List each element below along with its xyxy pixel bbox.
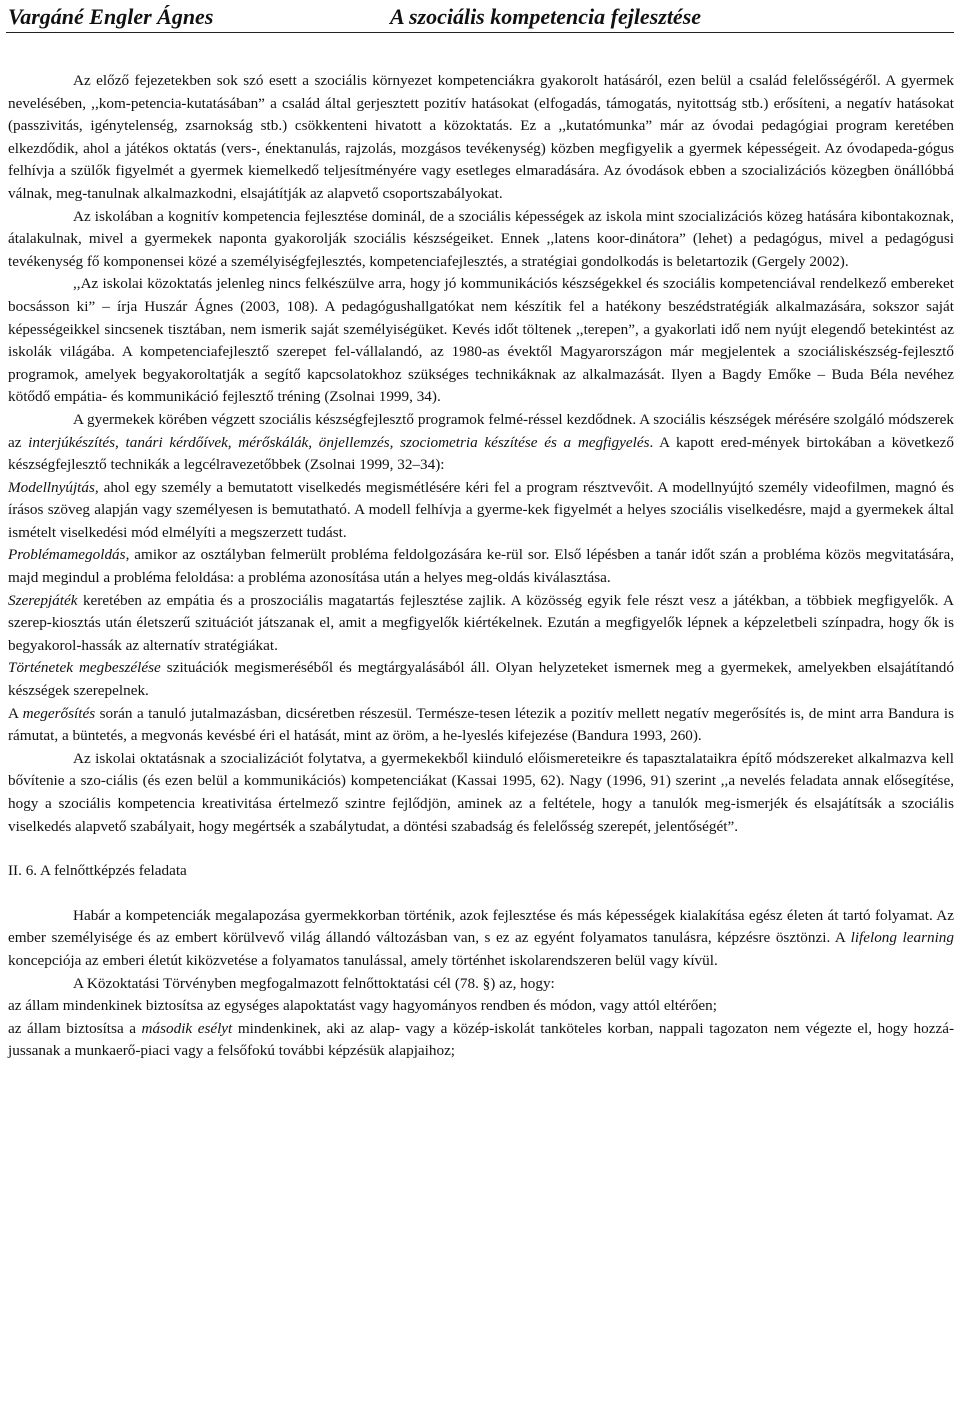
text-run: A [8, 704, 23, 722]
italic-term: Modellnyújtás [8, 478, 95, 496]
paragraph [8, 409, 954, 477]
paragraph: Az iskolai oktatásnak a szocializációt folytatva, a gyermekekből kiinduló előismereteikre és tapasztalataikra építő módszereket alkalmazva kell bővítenie a szo-ciális (és ezen belül a kommunikációs) kompetenciákat (Kassai 1995, 62). Nagy (1996, 91) szerint ,,a nevelés feladata annak elősegítése, hogy a szociális kompetencia kreativitása értelmező szintre fejlődjön, aminek az a feltétele, hogy a tanulók meg-ismerjék és elsajátítsák a szociális viselkedés alapvető szabályait, hogy megértsék a szabálytudat, a döntési szabadság és felelősség szerepét, jelentőségét”. [8, 749, 954, 835]
paragraph: Az iskolában a kognitív kompetencia fejlesztése dominál, de a szociális képességek az iskola mint szocializációs közeg hatására kibontakoznak, átalakulnak, mivel a gyermekek naponta gyakorolják szociális készségeiket. Ennek ,,latens koor-dinátora” (lehet) a pedagógus, mivel a pedagógusi tevékenység fő komponensei közé a személyiségfejlesztés, kompetenciafejlesztés, a stratégiai gondolkodás is beletartozik (Gergely 2002). [8, 207, 954, 270]
header-author: Vargáné Engler Ágnes [8, 4, 214, 29]
paragraph [8, 544, 954, 589]
paragraph [8, 1018, 954, 1063]
paragraph [8, 477, 954, 545]
italic-term: Történetek megbeszélése [8, 659, 161, 677]
text-run: keretében az empátia és a proszociális magatartás fejlesztése zajlik. A közösség egyik fele részt vesz a játékban, a többiek megfigyelők. A szerep-kiosztás után életszerű szituációt játszanak el, amit a megfigyelők kiértékelnek. Ezután a megfigyelők lépnek a képzeletbeli színpadra, hogy ők is begyakorol-hassák az alternatív stratégiákat. [8, 591, 954, 654]
text-run: mindenkinek, aki az alap- vagy a közép-iskolát tanköteles korban, nappali tagozaton nem végezte el, hogy hozzá-jussanak a munkaerő-piaci vagy a felsőfokú további képzésük alapjaihoz; [8, 1019, 955, 1060]
text-run: A gyermekek körében végzett szociális készségfejlesztő programok felmé-réssel kezdődnek. A szociális készségek mérésére szolgáló módszerek az [8, 410, 954, 451]
italic-term: Problémamegoldás [8, 546, 126, 564]
italic-term: lifelong learning [850, 929, 954, 947]
paragraph [8, 703, 954, 748]
header-title: A szociális kompetencia fejlesztése [390, 4, 702, 29]
paragraph [8, 657, 954, 702]
spacer [8, 883, 954, 905]
text-run: során a tanuló jutalmazásban, dicséretben részesül. Természe-tesen létezik a pozitív mellett negatív megerősítés is, de mint arra Bandura is rámutat, a büntetés, a megvonás kevésbé éri el hatását, mint az öröm, a he-lyeslés kifejezése (Bandura 1993, 260). [8, 704, 954, 745]
paragraph: Az előző fejezetekben sok szó esett a szociális környezet kompetenciákra gyakorolt hatásáról, ezen belül a család felelősségéről. A gyermek nevelésében, ,,kom-petencia-kutatásában” a család által gerjesztett pozitív hatásokat (elfogadás, támogatás, nyitottság stb.) erősíteni, a negatív hatásokat (passzivitás, igénytelenség, zsarnokság stb.) csökkenteni hivatott a közoktatás. Ez a ,,kutatómunka” már az óvodai pedagógiai program keretében elkezdődik, ahol a játékos oktatás (vers-, énektanulás, rajzolás, mozgásos tevékenység) közben megfigyelik a gyermek képességeit. Az óvodapeda-gógus felhívja a szülők figyelmét a gyermek kiemelkedő teljesítményére vagy esetleges elmaradására. Az óvodások ebben a szocializációs közegben önállóbbá válnak, meg-tanulnak alkalmazkodni, elsajátítják az alapvető csoportszabályokat. [8, 72, 954, 202]
paragraph [8, 590, 954, 658]
section-heading: II. 6. A felnőttképzés feladata [8, 862, 187, 880]
text-run: az állam biztosítsa a [8, 1019, 142, 1037]
italic-term: megerősítés [22, 704, 96, 722]
italic-term: második esélyt [141, 1019, 233, 1037]
italic-term: Szerepjáték [8, 591, 78, 609]
paragraph: A Közoktatási Törvényben megfogalmazott felnőttoktatási cél (78. §) az, hogy: [73, 974, 555, 992]
paragraph: az állam mindenkinek biztosítsa az egységes alapoktatást vagy hagyományos rendben és módon, vagy attól eltérően; [8, 997, 717, 1015]
paragraph: ,,Az iskolai közoktatás jelenleg nincs felkészülve arra, hogy jó kommunikációs készségekkel és szociális kompetenciával rendelkező embereket bocsásson ki” – írja Huszár Ágnes (2003, 108). A pedagógushallgatókat nem készítik fel a hatékony beszédstratégiák alkalmazására, sokszor saját képességeikkel sincsenek tisztában, nem ismerik saját személyiségüket. Kevés időt töltenek ,,terepen”, a gyakorlati idő nem nyújt elegendő betekintést az iskolák világába. A kompetenciafejlesztő szerepet fel-vállalandó, az 1980-as évektől Magyarországon már megjelentek a szociáliskészség-fejlesztő programok, amelyek begyakoroltatják a segítő kapcsolatokhoz szükséges technikáknak az alkalmazását. Ilyen a Bagdy Emőke – Buda Béla nevéhez kötődő empátia- és kommunikáció fejlesztő tréning (Zsolnai 1999, 34). [8, 275, 954, 406]
text-run: Habár a kompetenciák megalapozása gyermekkorban történik, azok fejlesztése és más képességek kialakítása egész életen át tartó folyamat. Az ember személyisége és az embert körülvevő világ állandó változásban van, s ez az egyént folyamatos tanulásra, képzésre ösztönzi. A [8, 906, 954, 947]
text-run: , amikor az osztályban felmerült probléma feldolgozására ke-rül sor. Első lépésben a tanár időt szán a probléma közös megvitatására, majd megindul a probléma feloldása: a probléma azonosítása után a helyes meg-oldás kiválasztása. [8, 546, 954, 587]
running-header [6, 4, 954, 33]
paragraph [8, 905, 954, 973]
text-run: koncepciója az emberi életút kiközvetése a folyamatos tanulással, amely történhet iskolarendszeren belül vagy kívül. [8, 951, 718, 969]
text-run: . A kapott ered-mények birtokában a következő készségfejlesztő technikák a legcélravezetőbbek (Zsolnai 1999, 32–34): [8, 433, 955, 474]
body-text [8, 70, 954, 1063]
italic-term: interjúkészítés, tanári kérdőívek, mérőskálák, önjellemzés, szociometria készítése és a megfigyelés [28, 433, 650, 451]
text-run: , ahol egy személy a bemutatott viselkedés megismétlésére kéri fel a program résztvevőit. A modellnyújtó személy videofilmen, magnó és írásos szöveg alapján vagy személyesen is bemutatható. A modell felhívja a gyerme-kek figyelmét a helyes szociális viselkedésre, majd a gyermekek által ismételt viselkedési mód elmélyíti a megszerzett tudást. [8, 478, 954, 541]
spacer [8, 838, 954, 860]
text-run: szituációk megismeréséből és megtárgyalásából áll. Olyan helyzeteket ismernek meg a gyermekek, amelyekben elsajátítandó készségek szerepelnek. [8, 659, 954, 700]
